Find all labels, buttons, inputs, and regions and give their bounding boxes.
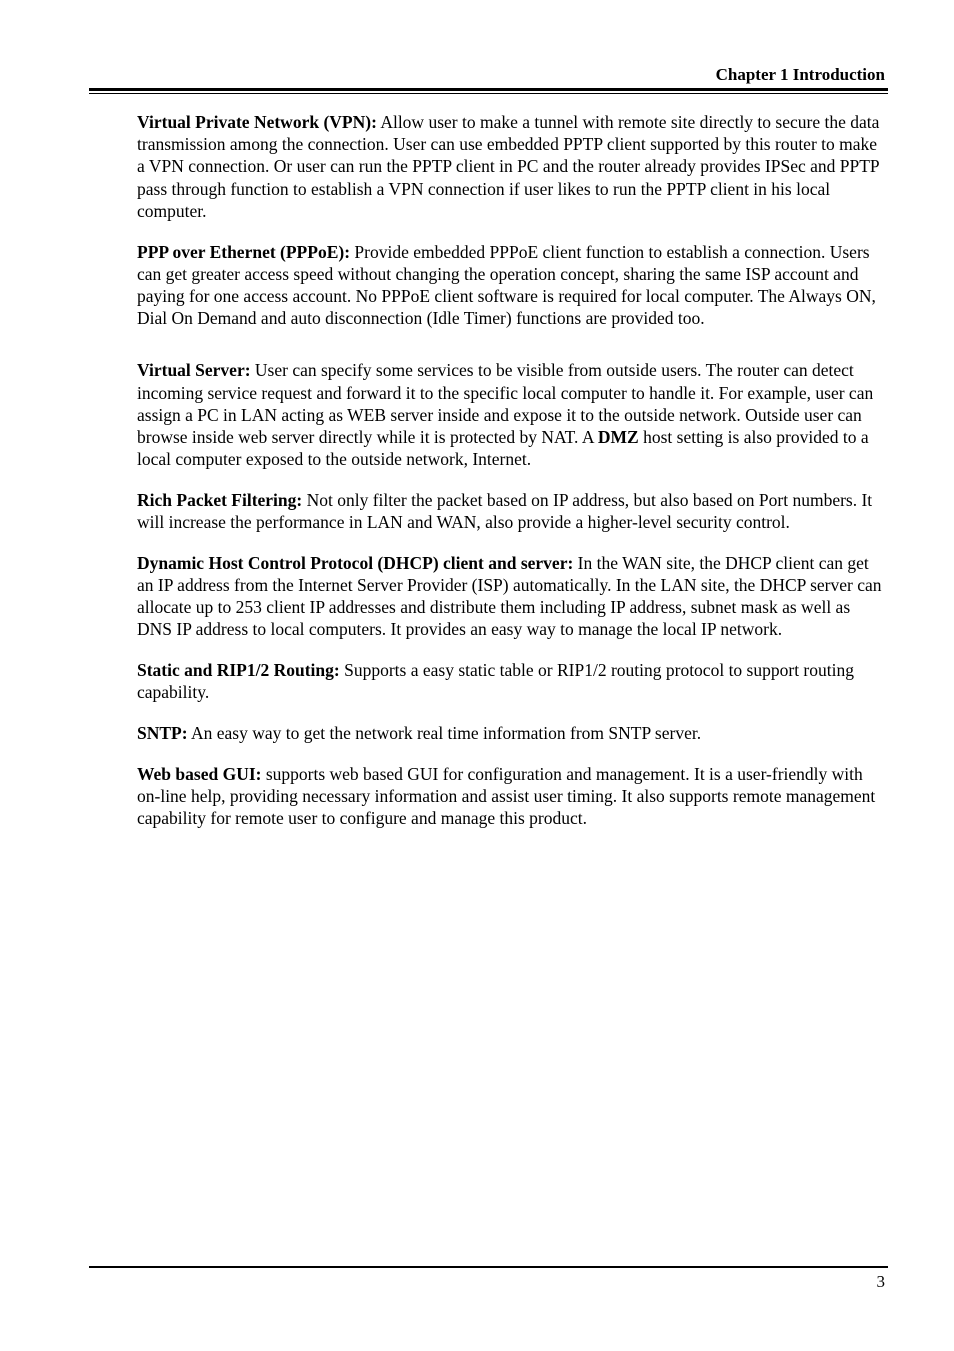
paragraph-text: supports web based GUI for configuration and management. It is a user-friendly with on-line help, providing necessary information and assist user timing. It also supports remote management capability for remote user to configure and manage this product.	[137, 763, 876, 829]
page-number: 3	[876, 1272, 885, 1291]
paragraph-term: Web based GUI:	[137, 763, 262, 784]
paragraph-packet-filtering	[137, 489, 889, 533]
paragraph-term-dmz: DMZ	[597, 426, 639, 447]
paragraph-text: Allow user to make a tunnel with remote site directly to secure the data transmission among the connection. User can use embedded PPTP client supported by this router to make a VPN connection. Or user can run the PPTP client in PC and the router already provides IPSec and PPTP pass through function to establish a VPN connection if user likes to run the PPTP client in his local computer.	[137, 112, 880, 221]
paragraph-term: PPP over Ethernet (PPPoE):	[137, 241, 351, 262]
header-rule-thin	[89, 93, 888, 94]
paragraph-text: Supports a easy static table or RIP1/2 routing protocol to support routing capability.	[137, 660, 854, 703]
page-body	[137, 111, 889, 848]
paragraph-dhcp	[137, 552, 889, 641]
paragraph-term: Virtual Server:	[137, 360, 251, 381]
paragraph-term: SNTP:	[137, 722, 188, 743]
paragraph-text: Not only filter the packet based on IP address, but also based on Port numbers. It will increase the performance in LAN and WAN, also provide a higher-level security control.	[137, 489, 873, 533]
paragraph-term: Virtual Private Network (VPN):	[137, 112, 377, 132]
paragraph-term: Static and RIP1/2 Routing:	[137, 660, 340, 681]
paragraph-virtual-server	[137, 359, 889, 470]
paragraph-vpn	[137, 111, 889, 222]
paragraph-text-continued: host setting is also provided to a local computer exposed to the outside network, Internet.	[137, 426, 869, 470]
paragraph-routing	[137, 659, 889, 703]
paragraph-text: In the WAN site, the DHCP client can get an IP address from the Internet Server Provider (ISP) automatically. In the LAN site, the DHCP server can allocate up to 253 client IP addresses and distribute them including IP address, subnet mask as well as DNS IP address to local computers. It provides an easy way to manage the local IP network.	[137, 552, 882, 640]
chapter-title: Chapter 1 Introduction	[715, 65, 885, 84]
paragraph-text: An easy way to get the network real time information from SNTP server.	[187, 722, 702, 743]
paragraph-web-gui	[137, 763, 889, 830]
footer-rule	[89, 1266, 888, 1268]
paragraph-pppoe	[137, 241, 889, 330]
paragraph-term: Dynamic Host Control Protocol (DHCP) client and server:	[137, 552, 574, 573]
paragraph-term: Rich Packet Filtering:	[137, 489, 303, 510]
paragraph-text: User can specify some services to be visible from outside users. The router can detect incoming service request and forward it to the specific local computer to handle it. For example, user can assign a PC in LAN acting as WEB server inside and expose it to the outside network. Outside user can browse inside web server directly while it is protected by NAT. A	[137, 360, 874, 447]
header-rule-thick	[89, 88, 888, 91]
paragraph-text: Provide embedded PPPoE client function to establish a connection. Users can get greater access speed without changing the operation concept, sharing the same ISP account and paying for one access account. No PPPoE client software is required for local computer. The Always ON, Dial On Demand and auto disconnection (Idle Timer) functions are provided too.	[137, 241, 876, 329]
paragraph-sntp	[137, 722, 889, 744]
